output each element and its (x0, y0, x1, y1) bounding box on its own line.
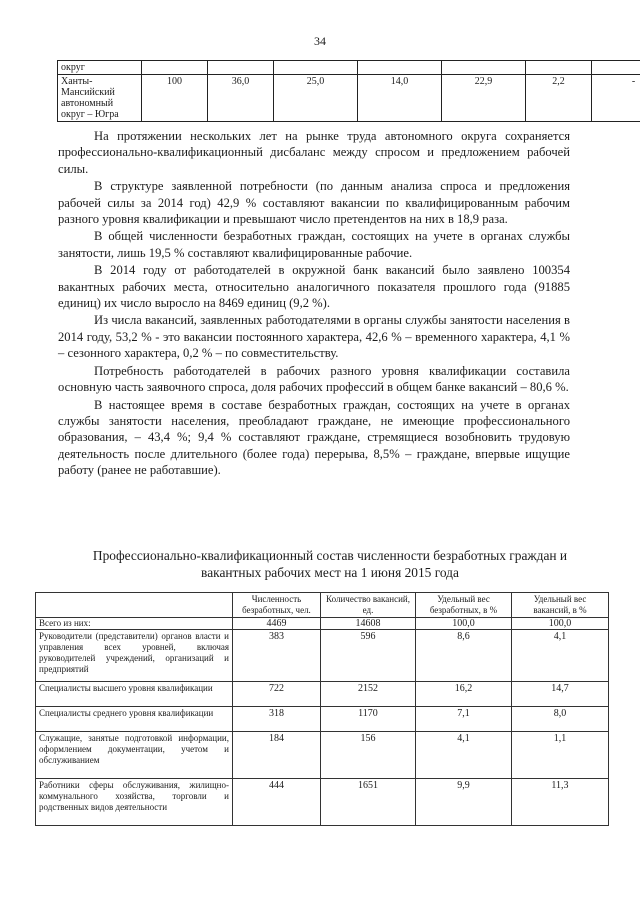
row-label: Специалисты высшего уровня квалификации (36, 682, 233, 707)
vacancies-cell: 1170 (321, 707, 416, 732)
value-cell: 36,0 (208, 75, 274, 122)
share-unemployed-cell: 9,9 (416, 779, 512, 826)
share-unemployed-cell: 16,2 (416, 682, 512, 707)
row-label: Служащие, занятые подготовкой информации, оформлением документации, учетом и обслуживанием (36, 732, 233, 779)
row-label: Всего из них: (36, 618, 233, 630)
value-cell: 100 (142, 75, 208, 122)
share-vacancies-cell: 14,7 (512, 682, 609, 707)
share-unemployed-cell: 4,1 (416, 732, 512, 779)
paragraph: В структуре заявленной потребности (по данным анализа спроса и предложения рабочей силы за 2014 год) 42,9 % составляют вакансии по квалифицированным рабочим разного уровня квалификации и превышают число претендентов на них в 18,9 раза. (58, 179, 570, 227)
table-title: Профессионально-квалификационный состав численности безработных граждан и вакантных рабочих мест на 1 июня 2015 года (92, 548, 568, 580)
column-header: Удельный вес вакансий, в % (512, 593, 609, 618)
paragraph: В настоящее время в составе безработных граждан, состоящих на учете в органах службы занятости населения, преобладают граждане, не имеющие профессионального образования, – 43,4 %; 9,4 % составляют граждане, стремящиеся возобновить трудовую деятельность после длительного (более года) перерыва, 8,5% – граждане, впервые ищущие работу (ранее не работавшие). (58, 397, 570, 478)
value-cell: 14,0 (358, 75, 442, 122)
region-cell: Ханты-Мансийский автономный округ – Югра (58, 75, 142, 122)
unemployed-cell: 318 (233, 707, 321, 732)
table-header-row (36, 593, 609, 618)
table-row (36, 707, 609, 732)
row-label: Специалисты среднего уровня квалификации (36, 707, 233, 732)
share-vacancies-cell: 11,3 (512, 779, 609, 826)
share-vacancies-cell: 8,0 (512, 707, 609, 732)
row-label: Руководители (представители) органов власти и управления всех уровней, включая руководителей учреждений, организаций и предприятий (36, 630, 233, 682)
unemployed-cell: 722 (233, 682, 321, 707)
share-vacancies-cell: 100,0 (512, 618, 609, 630)
vacancies-cell: 2152 (321, 682, 416, 707)
share-unemployed-cell: 8,6 (416, 630, 512, 682)
table-row (36, 618, 609, 630)
page-number: 34 (314, 34, 326, 48)
share-unemployed-cell: 100,0 (416, 618, 512, 630)
unemployed-cell: 4469 (233, 618, 321, 630)
column-header: Количество вакансий, ед. (321, 593, 416, 618)
paragraph: Потребность работодателей в рабочих разного уровня квалификации составила основную часть заявочного спроса, доля рабочих профессий в общем банке вакансий – 80,6 %. (58, 363, 570, 395)
table-row (58, 75, 640, 122)
unemployed-cell: 383 (233, 630, 321, 682)
share-vacancies-cell: 1,1 (512, 732, 609, 779)
body-text (58, 128, 570, 480)
table-row (36, 732, 609, 779)
value-cell: 22,9 (442, 75, 526, 122)
occupation-table (35, 592, 609, 826)
regional-summary-table (57, 60, 640, 122)
vacancies-cell: 1651 (321, 779, 416, 826)
column-header: Удельный вес безработных, в % (416, 593, 512, 618)
paragraph: В общей численности безработных граждан, состоящих на учете в органах службы занятости, лишь 19,5 % составляют квалифицированные рабочие. (58, 229, 570, 260)
paragraph: В 2014 году от работодателей в окружной банк вакансий было заявлено 100354 вакантных рабочих места, относительно аналогичного показателя прошлого года (91885 единиц) их число выросло на 8469 единиц (9,2 %). (58, 263, 570, 311)
unemployed-cell: 184 (233, 732, 321, 779)
region-cell: округ (58, 61, 142, 75)
column-header: Численность безработных, чел. (233, 593, 321, 618)
table-row (36, 682, 609, 707)
vacancies-cell: 14608 (321, 618, 416, 630)
table-row (58, 61, 640, 75)
value-cell: - (592, 75, 640, 122)
vacancies-cell: 156 (321, 732, 416, 779)
value-cell: 2,2 (526, 75, 592, 122)
vacancies-cell: 596 (321, 630, 416, 682)
paragraph: Из числа вакансий, заявленных работодателями в органы службы занятости населения в 2014 году, 53,2 % - это вакансии постоянного характера, 42,6 % – временного характера, 4,1 % – сезонного характера, 0,2 % – по совместительству. (58, 313, 570, 361)
share-unemployed-cell: 7,1 (416, 707, 512, 732)
share-vacancies-cell: 4,1 (512, 630, 609, 682)
column-header (36, 593, 233, 618)
value-cell: 25,0 (274, 75, 358, 122)
paragraph: На протяжении нескольких лет на рынке труда автономного округа сохраняется профессионально-квалификационный дисбаланс между спросом и предложением рабочей силы. (58, 129, 570, 176)
unemployed-cell: 444 (233, 779, 321, 826)
table-row (36, 630, 609, 682)
table-row (36, 779, 609, 826)
row-label: Работники сферы обслуживания, жилищно-коммунального хозяйства, торговли и родственных видов деятельности (36, 779, 233, 826)
